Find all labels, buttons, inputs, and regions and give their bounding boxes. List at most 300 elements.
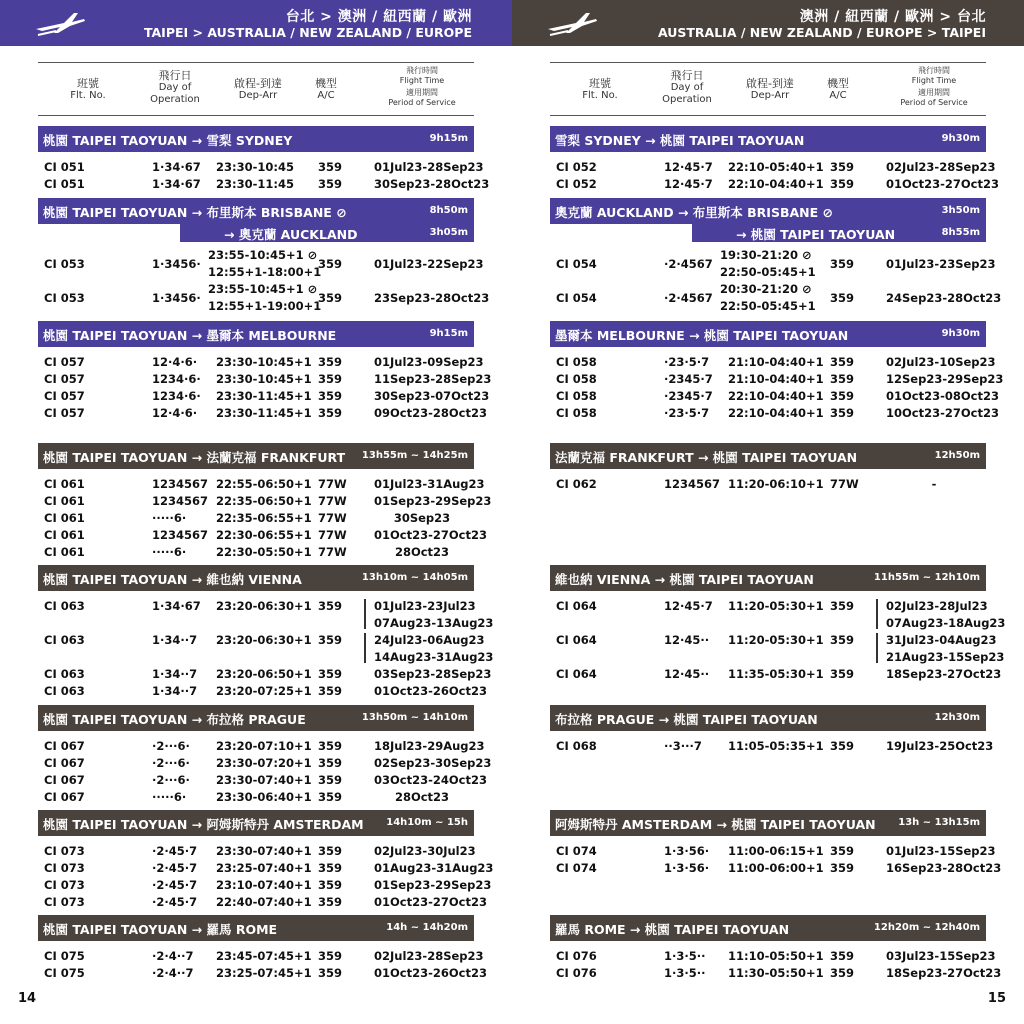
- schedule-row: [550, 406, 999, 423]
- dep-arr-time: 22:35-06:50+1: [216, 494, 312, 508]
- days-of-operation: 12·45·7: [664, 160, 713, 174]
- banner-title-en: TAIPEI > AUSTRALIA / NEW ZEALAND / EUROPE: [143, 25, 472, 40]
- service-period-second: 07Aug23-18Aug23: [886, 616, 1006, 630]
- service-period-second: 21Aug23-15Sep23: [886, 650, 1005, 664]
- days-of-operation: ·····6·: [152, 790, 187, 804]
- flight-number: CI 054: [556, 257, 597, 271]
- service-period: 19Jul23-25Oct23: [886, 739, 994, 753]
- service-period: 10Oct23-27Oct23: [886, 406, 999, 420]
- dep-arr-time: 23:20-06:50+1: [216, 667, 312, 681]
- flight-number: CI 057: [44, 372, 85, 386]
- dep-arr-time: 11:20-06:10+1: [728, 477, 824, 491]
- flight-number: CI 053: [44, 291, 85, 305]
- flight-number: CI 051: [44, 160, 85, 174]
- service-period: 18Sep23-27Oct23: [886, 966, 1002, 980]
- flight-time: 14h ~ 14h20m: [386, 922, 468, 933]
- flight-time: 14h10m ~ 15h: [386, 817, 468, 828]
- dep-arr-time: 23:30-10:45+1: [216, 355, 312, 369]
- days-of-operation: ·2·45·7: [152, 861, 198, 875]
- route-section-header: [550, 126, 986, 152]
- flight-number: CI 063: [44, 684, 85, 698]
- dep-arr-time: 23:55-10:45+1 ⊘: [208, 282, 318, 296]
- service-period: 01Jul23-15Sep23: [886, 844, 996, 858]
- days-of-operation: ·2···6·: [152, 756, 190, 770]
- aircraft-type: 359: [830, 861, 855, 875]
- col-time-period: 飛行時間 Flight Time 適用期間 Period of Service: [900, 66, 968, 107]
- flight-number: CI 067: [44, 773, 85, 787]
- schedule-row: [38, 282, 490, 316]
- service-period: -: [931, 477, 937, 491]
- dep-arr-time: 23:55-10:45+1 ⊘: [208, 248, 318, 262]
- page-number: 15: [987, 991, 1006, 1006]
- schedule-row: [38, 511, 474, 528]
- route-section-header: [38, 443, 474, 469]
- service-period: 01Oct23-27Oct23: [886, 177, 999, 191]
- days-of-operation: 1·3·5··: [664, 949, 706, 963]
- service-period: 01Oct23-26Oct23: [374, 684, 487, 698]
- dep-arr-time: 23:30-10:45: [216, 160, 294, 174]
- service-period: 03Jul23-15Sep23: [886, 949, 996, 963]
- service-period: 03Sep23-28Sep23: [374, 667, 492, 681]
- days-of-operation: ·····6·: [152, 511, 187, 525]
- flight-number: CI 062: [556, 477, 597, 491]
- schedule-row: [550, 389, 999, 406]
- service-period: 12Sep23-29Sep23: [886, 372, 1004, 386]
- days-of-operation: ·23·5·7: [664, 355, 710, 369]
- aircraft-type: 359: [318, 790, 343, 804]
- col-flight-no: 班號 Flt. No.: [582, 77, 618, 102]
- route-name: 羅馬 ROME → 桃園 TAIPEI TAOYUAN: [555, 922, 790, 937]
- days-of-operation: ·2·45·7: [152, 844, 198, 858]
- days-of-operation: ·2345·7: [664, 372, 713, 386]
- flight-time: 13h50m ~ 14h10m: [361, 712, 468, 723]
- service-period: 01Jul23-23Jul23: [374, 599, 476, 613]
- flight-number: CI 058: [556, 389, 597, 403]
- col-flight-no: 班號 Flt. No.: [70, 77, 106, 102]
- flight-number: CI 057: [44, 406, 85, 420]
- flight-number: CI 075: [44, 949, 85, 963]
- flight-number: CI 058: [556, 355, 597, 369]
- flight-time: 3h50m: [941, 205, 980, 216]
- schedule-row: [38, 790, 474, 807]
- aircraft-type: 359: [830, 633, 855, 647]
- dep-arr-time: 11:10-05:50+1: [728, 949, 824, 963]
- flight-time: 12h50m: [934, 450, 980, 461]
- aircraft-type: 77W: [318, 528, 347, 542]
- service-period: 01Jul23-23Sep23: [886, 257, 996, 271]
- route-name: 桃園 TAIPEI TAOYUAN → 布里斯本 BRISBANE ⊘: [43, 205, 347, 220]
- route-name: 桃園 TAIPEI TAOYUAN → 羅馬 ROME: [43, 922, 278, 937]
- dep-arr-time: 22:10-04:40+1: [728, 406, 824, 420]
- banner-title-zh: 澳洲 / 紐西蘭 / 歐洲 > 台北: [799, 9, 986, 25]
- flight-time: 8h50m: [429, 205, 468, 216]
- schedule-row: [38, 248, 484, 282]
- route-section-header: [38, 565, 474, 591]
- days-of-operation: 1234567: [152, 528, 209, 542]
- aircraft-type: 359: [318, 895, 343, 909]
- flight-number: CI 064: [556, 599, 597, 613]
- page-banner: [0, 0, 512, 46]
- flight-number: CI 076: [556, 966, 597, 980]
- flight-number: CI 053: [44, 257, 85, 271]
- aircraft-type: 359: [318, 633, 343, 647]
- aircraft-type: 359: [318, 160, 343, 174]
- aircraft-type: 359: [318, 739, 343, 753]
- days-of-operation: 1·34·67: [152, 599, 201, 613]
- aircraft-type: 359: [830, 949, 855, 963]
- aircraft-type: 359: [318, 599, 343, 613]
- flight-time: 13h55m ~ 14h25m: [361, 450, 468, 461]
- route-section-header: [38, 915, 474, 941]
- route-section-header: [550, 198, 986, 224]
- days-of-operation: 1·3456·: [152, 291, 201, 305]
- dep-arr-time: 11:05-05:35+1: [728, 739, 824, 753]
- aircraft-type: 359: [318, 667, 343, 681]
- service-period: 01Sep23-29Sep23: [374, 494, 492, 508]
- page-banner: [512, 0, 1024, 46]
- days-of-operation: 1·34··7: [152, 633, 198, 647]
- dep-arr-time: 22:40-07:40+1: [216, 895, 312, 909]
- dep-arr-time: 23:30-07:20+1: [216, 756, 312, 770]
- dep-arr-time: 23:30-07:40+1: [216, 773, 312, 787]
- schedule-row: [550, 966, 1002, 983]
- days-of-operation: 1·3·56·: [664, 861, 710, 875]
- dep-arr-time-second: 12:55+1-18:00+1: [208, 265, 322, 279]
- days-of-operation: 12·45·7: [664, 599, 713, 613]
- schedule-row: [550, 739, 994, 756]
- aircraft-type: 359: [318, 684, 343, 698]
- flight-number: CI 073: [44, 861, 85, 875]
- schedule-row: [550, 248, 996, 282]
- flight-number: CI 067: [44, 756, 85, 770]
- schedule-row: [38, 878, 492, 895]
- flight-number: CI 067: [44, 739, 85, 753]
- flight-time: 12h20m ~ 12h40m: [873, 922, 980, 933]
- days-of-operation: 1·34··7: [152, 667, 198, 681]
- service-period: 01Aug23-31Aug23: [374, 861, 494, 875]
- route-name-continued: → 奧克蘭 AUCKLAND: [224, 227, 358, 242]
- schedule-row: [550, 177, 999, 194]
- airplane-icon: [34, 11, 86, 37]
- flight-number: CI 057: [44, 355, 85, 369]
- days-of-operation: 12·4·6·: [152, 406, 198, 420]
- dep-arr-time: 21:10-04:40+1: [728, 355, 824, 369]
- dep-arr-time: 21:10-04:40+1: [728, 372, 824, 386]
- aircraft-type: 359: [318, 966, 343, 980]
- flight-number: CI 052: [556, 160, 597, 174]
- dep-arr-time-second: 22:50-05:45+1: [720, 265, 816, 279]
- service-period: 01Jul23-09Sep23: [374, 355, 484, 369]
- flight-number: CI 073: [44, 844, 85, 858]
- page-number: 14: [18, 991, 37, 1006]
- col-route: 啟程-到達 Dep-Arr: [234, 77, 282, 102]
- flight-number: CI 054: [556, 291, 597, 305]
- dep-arr-time: 23:20-07:25+1: [216, 684, 312, 698]
- schedule-row: [38, 477, 485, 494]
- schedule-row: [550, 477, 986, 494]
- flight-time: 9h15m: [429, 328, 468, 339]
- days-of-operation: ·2345·7: [664, 389, 713, 403]
- schedule-row: [38, 633, 494, 667]
- days-of-operation: 1·3456·: [152, 257, 201, 271]
- period-bracket: [876, 599, 878, 629]
- route-name-continued: → 桃園 TAIPEI TAOYUAN: [736, 227, 896, 242]
- schedule-row: [550, 282, 1002, 316]
- days-of-operation: 1·34·67: [152, 160, 201, 174]
- schedule-row: [38, 667, 492, 684]
- schedule-row: [38, 160, 484, 177]
- service-period: 01Jul23-28Sep23: [374, 160, 484, 174]
- route-name: 雪梨 SYDNEY → 桃園 TAIPEI TAOYUAN: [555, 133, 805, 148]
- flight-number: CI 058: [556, 406, 597, 420]
- aircraft-type: 359: [318, 844, 343, 858]
- page-right: [512, 0, 1024, 1024]
- col-time-period: 飛行時間 Flight Time 適用期間 Period of Service: [388, 66, 456, 107]
- period-bracket: [364, 633, 366, 663]
- flight-time: 13h10m ~ 14h05m: [361, 572, 468, 583]
- aircraft-type: 359: [830, 257, 855, 271]
- service-period: 30Sep23-07Oct23: [374, 389, 490, 403]
- aircraft-type: 359: [318, 756, 343, 770]
- flight-time-continued: 8h55m: [941, 227, 980, 238]
- dep-arr-time: 11:20-05:30+1: [728, 633, 824, 647]
- schedule-row: [550, 599, 1006, 633]
- service-period: 24Jul23-06Aug23: [374, 633, 485, 647]
- days-of-operation: 1·34··7: [152, 684, 198, 698]
- days-of-operation: ·2·4··7: [152, 949, 194, 963]
- aircraft-type: 359: [318, 291, 343, 305]
- days-of-operation: ·2···6·: [152, 773, 190, 787]
- aircraft-type: 359: [318, 372, 343, 386]
- service-period: 28Oct23: [394, 790, 450, 804]
- dep-arr-time: 23:25-07:40+1: [216, 861, 312, 875]
- flight-time: 9h15m: [429, 133, 468, 144]
- aircraft-type: 359: [830, 160, 855, 174]
- aircraft-type: 359: [318, 406, 343, 420]
- route-name: 奧克蘭 AUCKLAND → 布里斯本 BRISBANE ⊘: [555, 205, 833, 220]
- route-section-header: [38, 705, 474, 731]
- aircraft-type: 359: [830, 966, 855, 980]
- service-period: 01Oct23-27Oct23: [374, 895, 487, 909]
- table-header: [38, 62, 474, 116]
- route-name: 維也納 VIENNA → 桃園 TAIPEI TAOYUAN: [555, 572, 814, 587]
- col-ac: 機型 A/C: [827, 77, 849, 102]
- schedule-row: [38, 739, 485, 756]
- aircraft-type: 359: [830, 177, 855, 191]
- service-period: 01Oct23-26Oct23: [374, 966, 487, 980]
- dep-arr-time: 23:30-11:45+1: [216, 406, 312, 420]
- service-period: 11Sep23-28Sep23: [374, 372, 492, 386]
- route-section-header: [550, 810, 986, 836]
- service-period: 01Oct23-08Oct23: [886, 389, 999, 403]
- flight-number: CI 073: [44, 895, 85, 909]
- dep-arr-time: 23:45-07:45+1: [216, 949, 312, 963]
- flight-number: CI 063: [44, 633, 85, 647]
- schedule-row: [38, 355, 484, 372]
- route-section-header: [550, 915, 986, 941]
- flight-number: CI 061: [44, 477, 85, 491]
- dep-arr-time: 11:20-05:30+1: [728, 599, 824, 613]
- service-period: 18Jul23-29Aug23: [374, 739, 485, 753]
- days-of-operation: ·2·4567: [664, 257, 713, 271]
- aircraft-type: 359: [830, 389, 855, 403]
- flight-number: CI 061: [44, 494, 85, 508]
- flight-number: CI 067: [44, 790, 85, 804]
- airplane-icon: [546, 11, 598, 37]
- service-period: 24Sep23-28Oct23: [886, 291, 1002, 305]
- days-of-operation: 12·45·7: [664, 177, 713, 191]
- route-name: 桃園 TAIPEI TAOYUAN → 墨爾本 MELBOURNE: [43, 328, 337, 343]
- aircraft-type: 77W: [318, 477, 347, 491]
- flight-number: CI 063: [44, 667, 85, 681]
- dep-arr-time: 23:30-06:40+1: [216, 790, 312, 804]
- flight-number: CI 074: [556, 861, 597, 875]
- days-of-operation: 12·4·6·: [152, 355, 198, 369]
- days-of-operation: ·····6·: [152, 545, 187, 559]
- route-name: 桃園 TAIPEI TAOYUAN → 雪梨 SYDNEY: [43, 133, 293, 148]
- route-name: 法蘭克福 FRANKFURT → 桃園 TAIPEI TAOYUAN: [555, 450, 858, 465]
- schedule-row: [38, 389, 490, 406]
- flight-number: CI 052: [556, 177, 597, 191]
- days-of-operation: 1·34·67: [152, 177, 201, 191]
- service-period: 02Jul23-30Jul23: [374, 844, 476, 858]
- service-period: 23Sep23-28Oct23: [374, 291, 490, 305]
- dep-arr-time: 20:30-21:20 ⊘: [720, 282, 812, 296]
- flight-number: CI 063: [44, 599, 85, 613]
- service-period: 02Jul23-28Sep23: [886, 160, 996, 174]
- banner-title-zh: 台北 > 澳洲 / 紐西蘭 / 歐洲: [285, 9, 472, 25]
- dep-arr-time: 11:00-06:00+1: [728, 861, 824, 875]
- route-section-header: [38, 198, 474, 224]
- schedule-row: [38, 494, 492, 511]
- aircraft-type: 77W: [318, 511, 347, 525]
- aircraft-type: 359: [830, 667, 855, 681]
- dep-arr-time: 23:25-07:45+1: [216, 966, 312, 980]
- schedule-row: [38, 528, 487, 545]
- dep-arr-time: 23:30-11:45: [216, 177, 294, 191]
- schedule-row: [38, 861, 494, 878]
- schedule-row: [550, 844, 996, 861]
- flight-time: 9h30m: [941, 133, 980, 144]
- dep-arr-time: 22:10-05:40+1: [728, 160, 824, 174]
- route-section-header: [550, 321, 986, 347]
- flight-time-continued: 3h05m: [429, 227, 468, 238]
- aircraft-type: 359: [318, 389, 343, 403]
- period-bracket: [876, 633, 878, 663]
- flight-number: CI 061: [44, 545, 85, 559]
- flight-number: CI 061: [44, 528, 85, 542]
- service-period: 28Oct23: [394, 545, 450, 559]
- aircraft-type: 359: [318, 949, 343, 963]
- service-period: 03Oct23-24Oct23: [374, 773, 487, 787]
- dep-arr-time-second: 22:50-05:45+1: [720, 299, 816, 313]
- dep-arr-time: 11:35-05:30+1: [728, 667, 824, 681]
- service-period: 02Jul23-28Sep23: [374, 949, 484, 963]
- flight-number: CI 058: [556, 372, 597, 386]
- route-section-header: [38, 126, 474, 152]
- service-period: 01Jul23-22Sep23: [374, 257, 484, 271]
- route-name: 桃園 TAIPEI TAOYUAN → 法蘭克福 FRANKFURT: [43, 450, 346, 465]
- service-period: 01Jul23-31Aug23: [374, 477, 485, 491]
- aircraft-type: 359: [830, 372, 855, 386]
- dep-arr-time: 22:30-06:55+1: [216, 528, 312, 542]
- dep-arr-time: 19:30-21:20 ⊘: [720, 248, 812, 262]
- schedule-row: [38, 966, 487, 983]
- route-section-header: [550, 565, 986, 591]
- days-of-operation: ·23·5·7: [664, 406, 710, 420]
- dep-arr-time: 23:20-06:30+1: [216, 599, 312, 613]
- service-period: 02Jul23-28Jul23: [886, 599, 988, 613]
- schedule-row: [38, 599, 494, 633]
- route-section-header: [38, 810, 474, 836]
- col-ac: 機型 A/C: [315, 77, 337, 102]
- route-name: 布拉格 PRAGUE → 桃園 TAIPEI TAOYUAN: [555, 712, 818, 727]
- banner-title-en: AUSTRALIA / NEW ZEALAND / EUROPE > TAIPEI: [657, 25, 986, 40]
- flight-number: CI 051: [44, 177, 85, 191]
- flight-number: CI 057: [44, 389, 85, 403]
- dep-arr-time: 23:20-06:30+1: [216, 633, 312, 647]
- aircraft-type: 359: [830, 739, 855, 753]
- col-day: 飛行日 Day of Operation: [150, 69, 200, 106]
- dep-arr-time: 22:55-06:50+1: [216, 477, 312, 491]
- schedule-row: [38, 949, 484, 966]
- schedule-row: [38, 773, 487, 790]
- days-of-operation: 1234567: [152, 477, 209, 491]
- days-of-operation: ·2·45·7: [152, 878, 198, 892]
- col-day: 飛行日 Day of Operation: [662, 69, 712, 106]
- days-of-operation: 1234567: [152, 494, 209, 508]
- flight-number: CI 064: [556, 633, 597, 647]
- schedule-row: [38, 844, 474, 861]
- aircraft-type: 359: [830, 599, 855, 613]
- service-period: 18Sep23-27Oct23: [886, 667, 1002, 681]
- dep-arr-time: 23:30-07:40+1: [216, 844, 312, 858]
- days-of-operation: ·2·4··7: [152, 966, 194, 980]
- dep-arr-time: 23:30-10:45+1: [216, 372, 312, 386]
- schedule-row: [550, 667, 1002, 684]
- schedule-row: [38, 545, 474, 562]
- schedule-row: [38, 756, 492, 773]
- flight-number: CI 061: [44, 511, 85, 525]
- flight-time: 9h30m: [941, 328, 980, 339]
- service-period: 01Oct23-27Oct23: [374, 528, 487, 542]
- service-period: 01Sep23-29Sep23: [374, 878, 492, 892]
- dep-arr-time: 11:00-06:15+1: [728, 844, 824, 858]
- service-period: 16Sep23-28Oct23: [886, 861, 1002, 875]
- aircraft-type: 359: [318, 355, 343, 369]
- aircraft-type: 359: [830, 844, 855, 858]
- aircraft-type: 359: [318, 257, 343, 271]
- days-of-operation: ··3···7: [664, 739, 702, 753]
- aircraft-type: 359: [318, 177, 343, 191]
- service-period: 02Jul23-10Sep23: [886, 355, 996, 369]
- aircraft-type: 359: [318, 861, 343, 875]
- dep-arr-time: 23:30-11:45+1: [216, 389, 312, 403]
- aircraft-type: 77W: [318, 494, 347, 508]
- days-of-operation: 1·3·5··: [664, 966, 706, 980]
- aircraft-type: 359: [318, 773, 343, 787]
- dep-arr-time: 23:10-07:40+1: [216, 878, 312, 892]
- flight-number: CI 075: [44, 966, 85, 980]
- table-header: [550, 62, 986, 116]
- service-period-second: 07Aug23-13Aug23: [374, 616, 494, 630]
- days-of-operation: ·2·4567: [664, 291, 713, 305]
- aircraft-type: 359: [830, 406, 855, 420]
- schedule-row: [38, 895, 487, 912]
- route-name: 桃園 TAIPEI TAOYUAN → 維也納 VIENNA: [43, 572, 302, 587]
- dep-arr-time-second: 12:55+1-19:00+1: [208, 299, 322, 313]
- route-section-subheader: [692, 224, 986, 242]
